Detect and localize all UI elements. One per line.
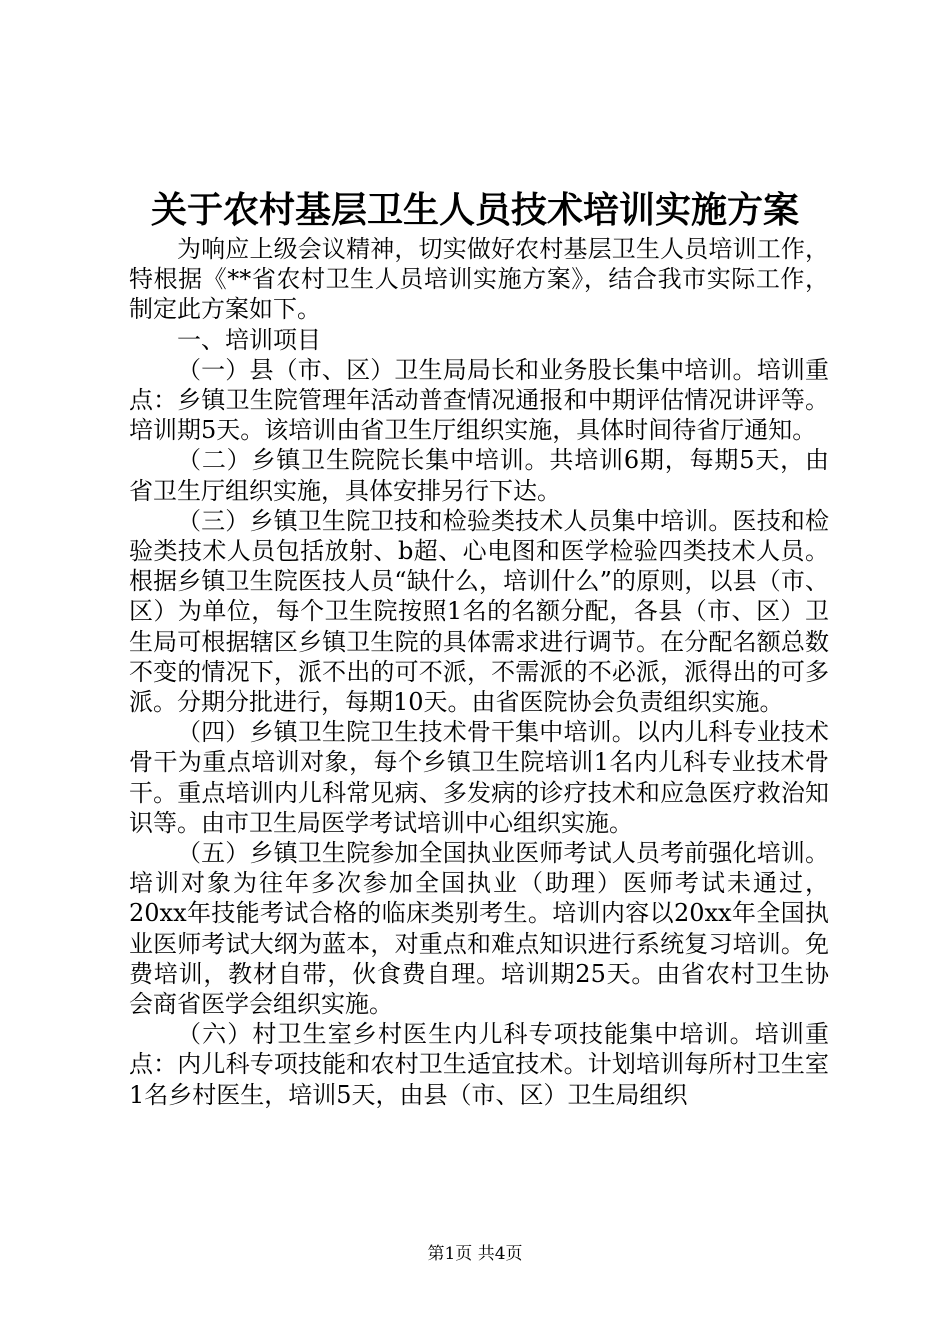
paragraph-item-1: （一）县（市、区）卫生局局长和业务股长集中培训。培训重点：乡镇卫生院管理年活动普查情况通报和中期评估情况讲评等。培训期5天。该培训由省卫生厅组织实施，具体时间待省厅通知。	[129, 355, 829, 445]
paragraph-item-6: （六）村卫生室乡村医生内儿科专项技能集中培训。培训重点：内儿科专项技能和农村卫生适宜技术。计划培训每所村卫生室1名乡村医生，培训5天，由县（市、区）卫生局组织	[129, 1020, 829, 1109]
document-body	[129, 234, 829, 1110]
section-heading-training-items: 一、培训项目	[177, 325, 321, 354]
page-number-footer: 第1页 共4页	[427, 1244, 523, 1264]
paragraph-intro: 为响应上级会议精神，切实做好农村基层卫生人员培训工作，特根据《**省农村卫生人员培训实施方案》，结合我市实际工作，制定此方案如下。	[129, 235, 829, 324]
paragraph-item-4: （四）乡镇卫生院卫生技术骨干集中培训。以内儿科专业技术骨干为重点培训对象，每个乡镇卫生院培训1名内儿科专业技术骨干。重点培训内儿科常见病、多发病的诊疗技术和应急医疗救治知识等。由市卫生局医学考试培训中心组织实施。	[129, 718, 829, 837]
paragraph-item-2: （二）乡镇卫生院院长集中培训。共培训6期，每期5天，由省卫生厅组织实施，具体安排另行下达。	[129, 446, 829, 505]
paragraph-item-5: （五）乡镇卫生院参加全国执业医师考试人员考前强化培训。培训对象为往年多次参加全国执业（助理）医师考试未通过，20xx年技能考试合格的临床类别考生。培训内容以20xx年全国执业医师考试大纲为蓝本，对重点和难点知识进行系统复习培训。免费培训，教材自带，伙食费自理。培训期25天。由省农村卫生协会商省医学会组织实施。	[129, 839, 829, 1019]
paragraph-item-3: （三）乡镇卫生院卫技和检验类技术人员集中培训。医技和检验类技术人员包括放射、b超、心电图和医学检验四类技术人员。根据乡镇卫生院医技人员“缺什么，培训什么”的原则，以县（市、区）为单位，每个卫生院按照1名的名额分配，各县（市、区）卫生局可根据辖区乡镇卫生院的具体需求进行调节。在分配名额总数不变的情况下，派不出的可不派，不需派的不必派，派得出的可多派。分期分批进行，每期10天。由省医院协会负责组织实施。	[129, 506, 829, 717]
document-title: 关于农村基层卫生人员技术培训实施方案	[150, 189, 799, 231]
